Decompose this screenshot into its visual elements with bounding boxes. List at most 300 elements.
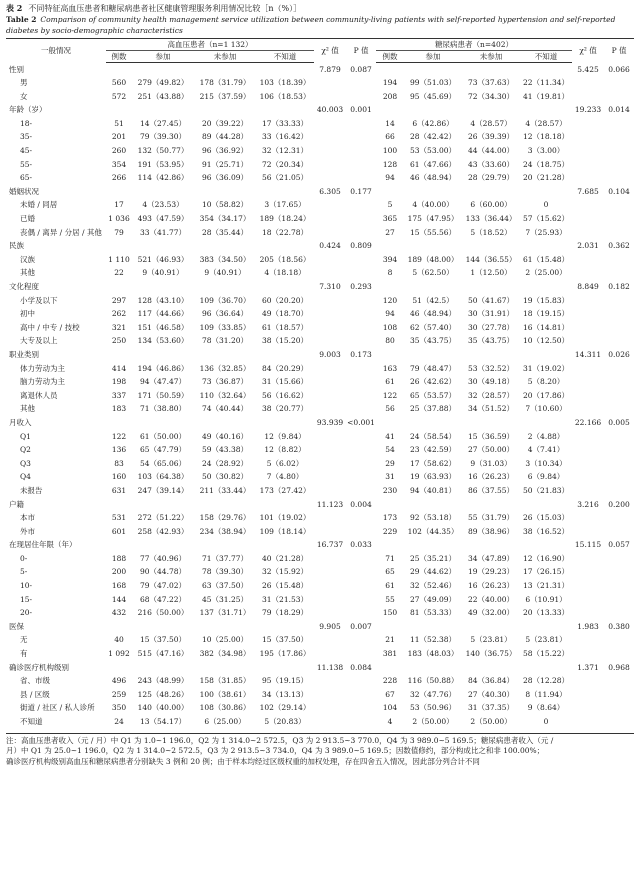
header-dm-chi2: χ² 值 bbox=[572, 39, 604, 63]
dm-unknown-cell: 50（21.83） bbox=[523, 485, 570, 495]
dm-not-participate-cell: 144（36.55） bbox=[465, 254, 517, 264]
empty-cell bbox=[346, 484, 376, 498]
empty-cell bbox=[462, 239, 520, 253]
empty-cell bbox=[604, 226, 634, 240]
table-row bbox=[6, 402, 634, 416]
row-label: 女 bbox=[20, 91, 28, 101]
empty-cell bbox=[404, 620, 462, 634]
row-label: 本市 bbox=[20, 513, 35, 523]
empty-cell bbox=[346, 226, 376, 240]
empty-cell bbox=[604, 688, 634, 702]
empty-cell bbox=[346, 606, 376, 620]
table-row bbox=[6, 688, 634, 702]
empty-cell bbox=[314, 212, 346, 226]
htn-not-participate-cell: 383（34.50） bbox=[199, 254, 251, 264]
row-label: 10- bbox=[20, 581, 33, 591]
category-row bbox=[6, 348, 634, 362]
empty-cell bbox=[604, 606, 634, 620]
dm-not-participate-cell: 34（47.89） bbox=[468, 553, 515, 563]
table-row bbox=[6, 430, 634, 444]
row-label: 不知道 bbox=[20, 717, 43, 726]
dm-not-participate-cell: 86（37.55） bbox=[468, 485, 515, 495]
empty-cell bbox=[106, 498, 132, 512]
empty-cell bbox=[346, 457, 376, 471]
htn-unknown-cell: 33（16.42） bbox=[262, 132, 309, 142]
htn-cases-cell: 201 bbox=[111, 132, 127, 142]
dm-cases-cell: 29 bbox=[385, 458, 395, 468]
empty-cell bbox=[194, 498, 256, 512]
empty-cell bbox=[572, 457, 604, 471]
empty-cell bbox=[314, 633, 346, 647]
row-label: 20- bbox=[20, 608, 33, 618]
dm-participate-cell: 175（47.95） bbox=[407, 214, 459, 224]
empty-cell bbox=[256, 63, 314, 77]
caption-en-label: Table 2 bbox=[6, 15, 37, 24]
htn-unknown-cell: 17（33.33） bbox=[262, 118, 309, 128]
empty-cell bbox=[194, 538, 256, 552]
empty-cell bbox=[572, 158, 604, 172]
htn-p-value: 0.087 bbox=[350, 64, 372, 74]
empty-cell bbox=[346, 430, 376, 444]
empty-cell bbox=[346, 294, 376, 308]
htn-not-participate-cell: 73（36.87） bbox=[201, 377, 248, 387]
row-label: 55- bbox=[20, 159, 33, 169]
htn-cases-cell: 297 bbox=[111, 295, 127, 305]
empty-cell bbox=[572, 212, 604, 226]
empty-cell bbox=[314, 117, 346, 131]
dm-not-participate-cell: 50（41.67） bbox=[468, 295, 515, 305]
empty-cell bbox=[346, 212, 376, 226]
htn-participate-cell: 14（27.45） bbox=[139, 118, 186, 128]
header-dm-not-participate: 未参加 bbox=[462, 51, 520, 63]
htn-not-participate-cell: 78（39.30） bbox=[201, 567, 248, 577]
empty-cell bbox=[604, 144, 634, 158]
header-dm-cases: 例数 bbox=[376, 51, 404, 63]
empty-cell bbox=[520, 103, 572, 117]
dm-participate-cell: 81（53.33） bbox=[410, 608, 457, 618]
dm-participate-cell: 183（48.03） bbox=[407, 649, 459, 659]
empty-cell bbox=[314, 688, 346, 702]
empty-cell bbox=[572, 647, 604, 661]
dm-not-participate-cell: 55（31.79） bbox=[468, 513, 515, 523]
dm-p-value: 0.014 bbox=[608, 105, 630, 115]
empty-cell bbox=[572, 389, 604, 403]
empty-cell bbox=[106, 103, 132, 117]
dm-p-value: 0.005 bbox=[608, 417, 630, 427]
row-label: 汉族 bbox=[20, 254, 35, 264]
empty-cell bbox=[520, 538, 572, 552]
empty-cell bbox=[194, 348, 256, 362]
dm-p-value: 0.057 bbox=[608, 540, 630, 550]
dm-not-participate-cell: 49（32.00） bbox=[468, 608, 515, 618]
empty-cell bbox=[346, 552, 376, 566]
table-row bbox=[6, 334, 634, 348]
caption-zh bbox=[6, 3, 634, 14]
empty-cell bbox=[314, 674, 346, 688]
dm-not-participate-cell: 28（29.79） bbox=[468, 173, 515, 183]
htn-p-value: 0.007 bbox=[350, 621, 372, 631]
htn-participate-cell: 493（47.59） bbox=[137, 214, 189, 224]
table-row bbox=[6, 253, 634, 267]
htn-participate-cell: 9（40.91） bbox=[142, 268, 184, 278]
dm-cases-cell: 61 bbox=[385, 377, 395, 387]
empty-cell bbox=[314, 470, 346, 484]
dm-participate-cell: 4（40.00） bbox=[412, 200, 454, 210]
empty-cell bbox=[604, 375, 634, 389]
dm-unknown-cell: 9（8.64） bbox=[527, 703, 565, 713]
dm-cases-cell: 65 bbox=[385, 567, 395, 577]
empty-cell bbox=[572, 511, 604, 525]
dm-participate-cell: 24（58.54） bbox=[410, 431, 457, 441]
dm-cases-cell: 128 bbox=[382, 159, 398, 169]
empty-cell bbox=[346, 130, 376, 144]
htn-not-participate-cell: 158（29.76） bbox=[199, 513, 251, 523]
dm-p-value: 0.968 bbox=[608, 662, 630, 672]
empty-cell bbox=[346, 144, 376, 158]
dm-participate-cell: 94（40.81） bbox=[410, 485, 457, 495]
empty-cell bbox=[346, 90, 376, 104]
dm-chi2-value: 15.115 bbox=[574, 540, 602, 550]
empty-cell bbox=[314, 525, 346, 539]
dm-cases-cell: 163 bbox=[382, 363, 398, 373]
htn-not-participate-cell: 59（43.38） bbox=[201, 445, 248, 455]
dm-not-participate-cell: 30（49.18） bbox=[468, 377, 515, 387]
empty-cell bbox=[604, 212, 634, 226]
empty-cell bbox=[314, 321, 346, 335]
dm-not-participate-cell: 140（36.75） bbox=[465, 649, 517, 659]
table-row bbox=[6, 294, 634, 308]
data-table bbox=[6, 38, 634, 729]
htn-participate-cell: 191（53.95） bbox=[137, 159, 189, 169]
empty-cell bbox=[132, 280, 194, 294]
htn-unknown-cell: 26（15.48） bbox=[262, 581, 309, 591]
empty-cell bbox=[314, 443, 346, 457]
empty-cell bbox=[604, 76, 634, 90]
empty-cell bbox=[314, 552, 346, 566]
empty-cell bbox=[462, 103, 520, 117]
empty-cell bbox=[346, 688, 376, 702]
htn-not-participate-cell: 96（36.09） bbox=[201, 173, 248, 183]
htn-not-participate-cell: 110（32.64） bbox=[199, 390, 251, 400]
empty-cell bbox=[572, 552, 604, 566]
htn-unknown-cell: 3（17.65） bbox=[264, 200, 306, 210]
empty-cell bbox=[572, 362, 604, 376]
table-row bbox=[6, 701, 634, 715]
htn-chi2-value: 11.123 bbox=[316, 499, 344, 509]
empty-cell bbox=[520, 185, 572, 199]
htn-participate-cell: 117（44.66） bbox=[137, 309, 189, 319]
empty-cell bbox=[346, 443, 376, 457]
table-row bbox=[6, 674, 634, 688]
table-row bbox=[6, 715, 634, 729]
row-label: 省、市级 bbox=[20, 676, 50, 686]
row-label: 街道 / 社区 / 私人诊所 bbox=[20, 703, 95, 713]
category-label: 婚姻状况 bbox=[9, 186, 39, 196]
htn-cases-cell: 1 092 bbox=[108, 649, 130, 659]
htn-unknown-cell: 79（18.29） bbox=[262, 608, 309, 618]
empty-cell bbox=[572, 117, 604, 131]
empty-cell bbox=[604, 117, 634, 131]
htn-participate-cell: 521（46.93） bbox=[137, 254, 189, 264]
dm-not-participate-cell: 73（37.63） bbox=[468, 78, 515, 88]
htn-not-participate-cell: 45（31.25） bbox=[201, 594, 248, 604]
dm-not-participate-cell: 22（40.00） bbox=[468, 594, 515, 604]
empty-cell bbox=[404, 416, 462, 430]
htn-not-participate-cell: 108（30.86） bbox=[199, 703, 251, 713]
htn-unknown-cell: 5（6.02） bbox=[266, 458, 304, 468]
dm-cases-cell: 71 bbox=[385, 553, 395, 563]
empty-cell bbox=[106, 661, 132, 675]
dm-unknown-cell: 24（18.75） bbox=[523, 159, 570, 169]
empty-cell bbox=[346, 701, 376, 715]
empty-cell bbox=[520, 661, 572, 675]
empty-cell bbox=[572, 430, 604, 444]
htn-cases-cell: 266 bbox=[111, 173, 127, 183]
htn-participate-cell: 4（23.53） bbox=[142, 200, 184, 210]
dm-p-value: 0.182 bbox=[608, 282, 630, 291]
htn-not-participate-cell: 96（36.92） bbox=[201, 146, 248, 156]
empty-cell bbox=[520, 620, 572, 634]
dm-chi2-value: 2.031 bbox=[577, 241, 599, 251]
dm-cases-cell: 122 bbox=[382, 390, 398, 400]
header-htn-participate: 参加 bbox=[132, 51, 194, 63]
dm-chi2-value: 3.216 bbox=[577, 499, 599, 509]
header-htn-chi2: χ² 值 bbox=[314, 39, 346, 63]
dm-not-participate-cell: 6（60.00） bbox=[470, 200, 512, 210]
empty-cell bbox=[346, 402, 376, 416]
htn-cases-cell: 631 bbox=[111, 485, 127, 495]
htn-cases-cell: 260 bbox=[111, 146, 127, 156]
htn-cases-cell: 160 bbox=[111, 472, 127, 482]
dm-unknown-cell: 13（21.31） bbox=[523, 581, 570, 591]
dm-not-participate-cell: 1（12.50） bbox=[470, 268, 512, 278]
htn-unknown-cell: 15（37.50） bbox=[262, 635, 309, 645]
dm-cases-cell: 67 bbox=[385, 689, 395, 699]
empty-cell bbox=[520, 416, 572, 430]
table-row bbox=[6, 362, 634, 376]
row-label: 小学及以下 bbox=[20, 295, 58, 305]
dm-participate-cell: 27（49.09） bbox=[410, 594, 457, 604]
dm-cases-cell: 108 bbox=[382, 322, 398, 332]
row-label: Q3 bbox=[20, 458, 31, 468]
empty-cell bbox=[404, 348, 462, 362]
empty-cell bbox=[462, 63, 520, 77]
row-label: 未婚 / 同居 bbox=[20, 200, 58, 210]
dm-unknown-cell: 2（25.00） bbox=[525, 268, 567, 278]
empty-cell bbox=[256, 103, 314, 117]
row-label: 45- bbox=[20, 146, 33, 156]
header-row-1 bbox=[6, 39, 634, 51]
htn-unknown-cell: 38（20.77） bbox=[262, 404, 309, 414]
htn-unknown-cell: 195（17.86） bbox=[259, 649, 311, 659]
table-row bbox=[6, 375, 634, 389]
table-row bbox=[6, 606, 634, 620]
htn-unknown-cell: 61（18.57） bbox=[262, 322, 309, 332]
empty-cell bbox=[572, 144, 604, 158]
htn-participate-cell: 94（47.47） bbox=[139, 377, 186, 387]
htn-p-value: 0.177 bbox=[350, 186, 372, 196]
empty-cell bbox=[462, 661, 520, 675]
dm-participate-cell: 29（44.62） bbox=[410, 567, 457, 577]
empty-cell bbox=[520, 63, 572, 77]
htn-cases-cell: 414 bbox=[111, 363, 127, 373]
empty-cell bbox=[604, 171, 634, 185]
category-row bbox=[6, 416, 634, 430]
table-row bbox=[6, 198, 634, 212]
empty-cell bbox=[132, 620, 194, 634]
htn-unknown-cell: 34（13.13） bbox=[262, 689, 309, 699]
htn-unknown-cell: 56（16.62） bbox=[262, 390, 309, 400]
dm-not-participate-cell: 27（40.30） bbox=[468, 689, 515, 699]
htn-chi2-value: 11.138 bbox=[316, 662, 344, 672]
htn-cases-cell: 259 bbox=[111, 689, 127, 699]
dm-not-participate-cell: 16（26.23） bbox=[468, 472, 515, 482]
empty-cell bbox=[604, 389, 634, 403]
htn-not-participate-cell: 96（36.64） bbox=[201, 309, 248, 319]
dm-unknown-cell: 10（12.50） bbox=[523, 336, 570, 346]
dm-unknown-cell: 16（14.81） bbox=[523, 322, 570, 332]
dm-cases-cell: 21 bbox=[385, 635, 395, 645]
empty-cell bbox=[604, 647, 634, 661]
category-label: 月收入 bbox=[9, 417, 32, 427]
empty-cell bbox=[604, 674, 634, 688]
header-dm-participate: 参加 bbox=[404, 51, 462, 63]
htn-unknown-cell: 4（18.18） bbox=[264, 268, 306, 278]
htn-unknown-cell: 101（19.02） bbox=[259, 513, 311, 523]
htn-chi2-value: 7.310 bbox=[319, 282, 341, 291]
dm-cases-cell: 173 bbox=[382, 513, 398, 523]
dm-unknown-cell: 5（23.81） bbox=[525, 635, 567, 645]
table-row bbox=[6, 579, 634, 593]
htn-unknown-cell: 38（15.20） bbox=[262, 336, 309, 346]
empty-cell bbox=[346, 321, 376, 335]
empty-cell bbox=[314, 76, 346, 90]
empty-cell bbox=[314, 130, 346, 144]
empty-cell bbox=[604, 579, 634, 593]
caption-zh-title: 不同特征高血压患者和糖尿病患者社区健康管理服务利用情况比较［n（%）］ bbox=[28, 4, 302, 13]
dm-not-participate-cell: 16（26.23） bbox=[468, 581, 515, 591]
empty-cell bbox=[314, 389, 346, 403]
empty-cell bbox=[572, 579, 604, 593]
empty-cell bbox=[346, 389, 376, 403]
dm-cases-cell: 14 bbox=[385, 118, 395, 128]
row-label: 高中 / 中专 / 技校 bbox=[20, 322, 80, 332]
empty-cell bbox=[256, 185, 314, 199]
empty-cell bbox=[194, 103, 256, 117]
htn-cases-cell: 337 bbox=[111, 390, 127, 400]
table-caption bbox=[6, 0, 634, 36]
empty-cell bbox=[604, 715, 634, 729]
empty-cell bbox=[346, 253, 376, 267]
dm-participate-cell: 51（42.5） bbox=[412, 295, 454, 305]
htn-not-participate-cell: 100（38.61） bbox=[199, 689, 251, 699]
htn-p-value: 0.004 bbox=[350, 499, 372, 509]
empty-cell bbox=[346, 158, 376, 172]
dm-participate-cell: 116（50.88） bbox=[407, 676, 459, 686]
htn-not-participate-cell: 354（34.17） bbox=[199, 214, 251, 224]
empty-cell bbox=[132, 185, 194, 199]
empty-cell bbox=[462, 185, 520, 199]
empty-cell bbox=[346, 579, 376, 593]
empty-cell bbox=[462, 538, 520, 552]
row-label: 15- bbox=[20, 594, 33, 604]
empty-cell bbox=[346, 633, 376, 647]
empty-cell bbox=[346, 511, 376, 525]
htn-participate-cell: 68（47.22） bbox=[139, 594, 186, 604]
dm-participate-cell: 92（53.18） bbox=[410, 513, 457, 523]
empty-cell bbox=[572, 266, 604, 280]
empty-cell bbox=[256, 280, 314, 294]
htn-cases-cell: 24 bbox=[114, 717, 124, 726]
dm-not-participate-cell: 34（51.52） bbox=[468, 404, 515, 414]
htn-not-participate-cell: 49（40.16） bbox=[201, 431, 248, 441]
dm-participate-cell: 65（53.57） bbox=[410, 390, 457, 400]
empty-cell bbox=[314, 647, 346, 661]
dm-p-value: 0.026 bbox=[608, 349, 630, 359]
dm-participate-cell: 189（48.00） bbox=[407, 254, 459, 264]
empty-cell bbox=[346, 171, 376, 185]
htn-participate-cell: 243（48.99） bbox=[137, 676, 189, 686]
row-label: 有 bbox=[20, 649, 28, 659]
dm-cases-cell: 5 bbox=[387, 200, 393, 210]
dm-chi2-value: 5.425 bbox=[577, 64, 599, 74]
empty-cell bbox=[572, 321, 604, 335]
dm-cases-cell: 120 bbox=[382, 295, 398, 305]
dm-cases-cell: 94 bbox=[385, 309, 395, 319]
empty-cell bbox=[376, 103, 404, 117]
category-row bbox=[6, 498, 634, 512]
dm-cases-cell: 4 bbox=[387, 717, 393, 726]
empty-cell bbox=[132, 103, 194, 117]
htn-cases-cell: 144 bbox=[111, 594, 127, 604]
empty-cell bbox=[314, 701, 346, 715]
empty-cell bbox=[404, 498, 462, 512]
empty-cell bbox=[604, 633, 634, 647]
empty-cell bbox=[376, 538, 404, 552]
htn-unknown-cell: 205（18.56） bbox=[259, 254, 311, 264]
empty-cell bbox=[314, 90, 346, 104]
htn-not-participate-cell: 20（39.22） bbox=[201, 118, 248, 128]
htn-not-participate-cell: 10（58.82） bbox=[201, 200, 248, 210]
htn-participate-cell: 103（64.38） bbox=[137, 472, 189, 482]
empty-cell bbox=[520, 348, 572, 362]
htn-participate-cell: 13（54.17） bbox=[139, 717, 186, 726]
caption-en bbox=[6, 14, 634, 36]
table-row bbox=[6, 144, 634, 158]
empty-cell bbox=[314, 715, 346, 729]
htn-cases-cell: 432 bbox=[111, 608, 127, 618]
empty-cell bbox=[604, 90, 634, 104]
empty-cell bbox=[604, 294, 634, 308]
htn-unknown-cell: 56（21.05） bbox=[262, 173, 309, 183]
htn-chi2-value: 40.003 bbox=[316, 105, 344, 115]
dm-not-participate-cell: 27（50.00） bbox=[468, 445, 515, 455]
table-row bbox=[6, 117, 634, 131]
dm-not-participate-cell: 89（38.96） bbox=[468, 526, 515, 536]
empty-cell bbox=[462, 280, 520, 294]
dm-participate-cell: 53（53.00） bbox=[410, 146, 457, 156]
empty-cell bbox=[106, 620, 132, 634]
table-row bbox=[6, 484, 634, 498]
dm-not-participate-cell: 44（44.00） bbox=[468, 146, 515, 156]
htn-cases-cell: 83 bbox=[114, 458, 124, 468]
dm-p-value: 0.380 bbox=[608, 621, 630, 631]
empty-cell bbox=[604, 198, 634, 212]
empty-cell bbox=[604, 158, 634, 172]
empty-cell bbox=[346, 525, 376, 539]
htn-not-participate-cell: 9（40.91） bbox=[204, 268, 246, 278]
dm-not-participate-cell: 30（31.91） bbox=[468, 309, 515, 319]
